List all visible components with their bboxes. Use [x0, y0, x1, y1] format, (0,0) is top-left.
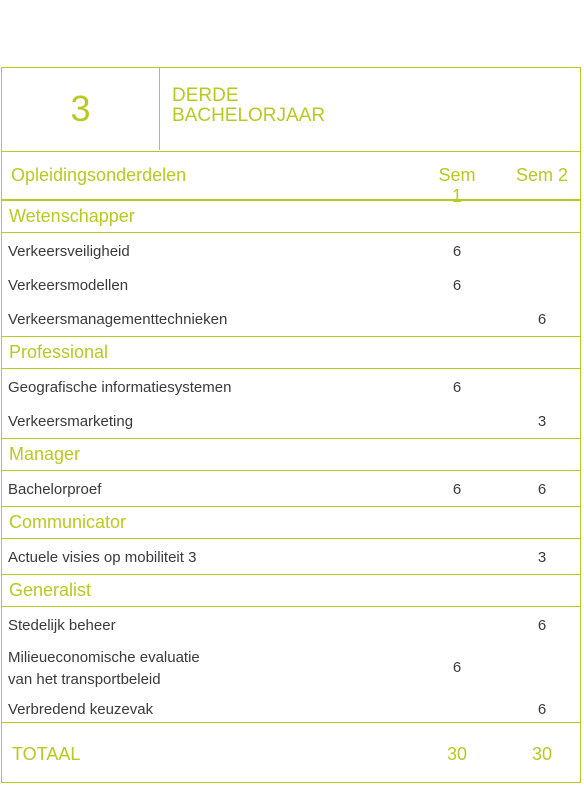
course-sem2: 3 — [537, 413, 547, 430]
course-sem2: 3 — [537, 549, 547, 566]
course-name: Geografische informatiesystemen — [8, 379, 232, 396]
column-header-sem2: Sem 2 — [515, 165, 569, 185]
course-name: Verkeersmodellen — [8, 277, 129, 294]
group-header — [2, 336, 580, 369]
course-name: Verkeersveiligheid — [8, 243, 130, 260]
course-name: Bachelorproef — [8, 481, 102, 498]
group-header — [2, 574, 580, 607]
year-header — [2, 68, 580, 152]
group-title: Communicator — [9, 512, 127, 532]
course-name: Verkeersmarketing — [8, 413, 134, 430]
total-sem2: 30 — [531, 744, 553, 764]
course-name: Verbredend keuzevak — [8, 701, 154, 718]
group-title: Manager — [9, 444, 81, 464]
group-title: Wetenschapper — [9, 206, 135, 226]
course-name — [8, 647, 200, 691]
course-sem1: 6 — [452, 243, 462, 260]
year-title-line2: BACHELORJAAR — [172, 105, 326, 126]
total-sem1: 30 — [446, 744, 468, 764]
year-title — [172, 86, 325, 126]
group-title: Generalist — [9, 580, 92, 600]
column-header-row — [2, 152, 580, 206]
group-header — [2, 200, 580, 233]
course-sem1: 6 — [452, 481, 462, 498]
course-sem2: 6 — [537, 311, 547, 328]
course-name-line2: van het transportbeleid — [8, 671, 161, 688]
course-sem2: 6 — [537, 617, 547, 634]
column-header-sem1: Sem 1 — [438, 165, 476, 206]
year-number: 3 — [2, 68, 160, 150]
course-sem2: 6 — [537, 481, 547, 498]
year-title-line1: DERDE — [172, 85, 239, 106]
course-name: Stedelijk beheer — [8, 617, 116, 634]
course-name-line1: Milieueconomische evaluatie — [8, 649, 200, 666]
group-header — [2, 438, 580, 471]
curriculum-table — [1, 67, 581, 783]
group-header — [2, 506, 580, 539]
course-sem1: 6 — [452, 379, 462, 396]
column-header-name: Opleidingsonderdelen — [11, 165, 187, 185]
course-name: Actuele visies op mobiliteit 3 — [8, 549, 197, 566]
total-row — [2, 722, 580, 782]
course-sem2: 6 — [537, 701, 547, 718]
group-title: Professional — [9, 342, 109, 362]
course-sem1: 6 — [452, 277, 462, 294]
course-name: Verkeersmanagementtechnieken — [8, 311, 228, 328]
total-label: TOTAAL — [12, 744, 81, 764]
course-sem1: 6 — [452, 659, 462, 676]
